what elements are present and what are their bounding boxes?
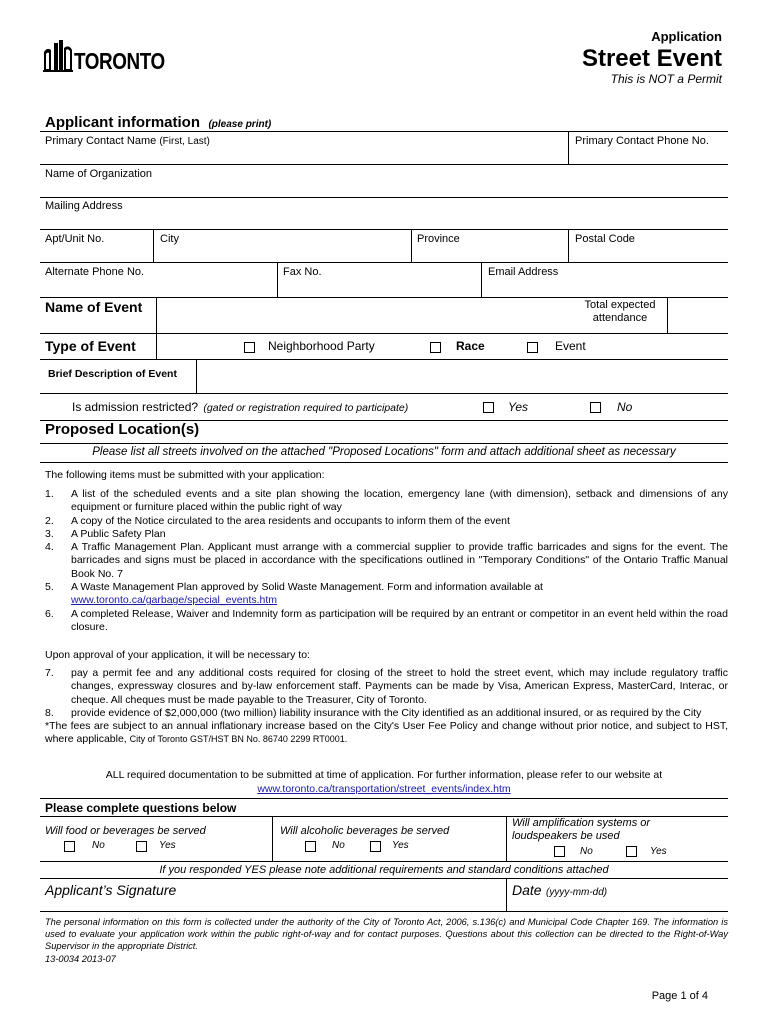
apt-label: Apt/Unit No. xyxy=(45,233,105,245)
requirement-item xyxy=(45,528,728,541)
contact-name-field[interactable] xyxy=(40,149,566,163)
city-field[interactable] xyxy=(155,247,410,261)
contact-name-label xyxy=(45,135,210,147)
amplification-yes-label: Yes xyxy=(650,846,667,857)
requirement-item xyxy=(45,541,728,581)
application-label: Application xyxy=(651,29,722,44)
type-race-label: Race xyxy=(456,339,485,353)
locations-heading: Proposed Location(s) xyxy=(45,421,200,438)
food-question-label: Will food or beverages be served xyxy=(45,825,206,837)
contact-phone-field[interactable] xyxy=(570,149,728,163)
attendance-label xyxy=(580,299,660,325)
requirement-number: 6. xyxy=(45,607,54,620)
signature-label: Applicant’s Signature xyxy=(45,882,177,898)
approval-list xyxy=(45,667,728,747)
requirement-number: 1. xyxy=(45,488,54,500)
brief-description-label: Brief Description of Event xyxy=(48,368,177,380)
alcohol-no-label: No xyxy=(332,840,345,851)
postal-code-field[interactable] xyxy=(570,247,728,261)
applicant-heading-text: Applicant information xyxy=(45,114,200,131)
amplification-yes-checkbox[interactable] xyxy=(626,846,637,857)
city-hall-icon xyxy=(43,38,73,72)
requirement-text: A completed Release, Waiver and Indemnity form as participation will be required by an entrant or competitor in an event held within the road closure. xyxy=(71,607,728,633)
email-label: Email Address xyxy=(488,266,559,278)
applicant-heading xyxy=(45,114,271,132)
admission-no-checkbox[interactable] xyxy=(590,402,601,413)
alcohol-yes-label: Yes xyxy=(392,840,409,851)
requirement-number: 3. xyxy=(45,527,54,540)
type-neighborhood-label: Neighborhood Party xyxy=(268,339,375,353)
admission-no-label: No xyxy=(617,400,633,414)
admission-yes-label: Yes xyxy=(508,400,529,414)
waste-management-link[interactable]: www.toronto.ca/garbage/special_events.htm xyxy=(71,594,278,607)
alcohol-no-checkbox[interactable] xyxy=(305,841,316,852)
fax-label: Fax No. xyxy=(283,266,322,278)
requirement-text: A Traffic Management Plan. Applicant must arrange with a commercial supplier to provide traffic barricades and signs for the event. The barricades and signs must be placed in accordance with the specifications outlined in "Temporary Conditions" of the Ontario Traffic Manual Book No. 7 xyxy=(71,541,728,580)
applicant-heading-note: (please print) xyxy=(208,119,272,130)
toronto-logo xyxy=(43,38,165,74)
website-link[interactable]: www.toronto.ca/transportation/street_events/index.htm xyxy=(257,782,511,795)
amplification-label-line2: loudspeakers be used xyxy=(512,830,620,842)
yes-note: If you responded YES please note additional requirements and standard conditions attached xyxy=(159,864,609,876)
alcohol-question-label: Will alcoholic beverages be served xyxy=(280,825,450,837)
alt-phone-field[interactable] xyxy=(40,280,276,296)
date-label-text: Date xyxy=(512,882,542,898)
not-permit-note: This is NOT a Permit xyxy=(610,72,722,86)
requirement-item xyxy=(45,608,728,635)
all-docs-text: ALL required documentation to be submitted at time of application. For further information, please refer to our website at xyxy=(105,769,663,781)
email-field[interactable] xyxy=(483,280,728,296)
form-title: Street Event xyxy=(581,45,722,72)
event-type-label: Type of Event xyxy=(45,338,136,354)
fees-note-text: *The fees are subject to an annual inflationary increase based on the City's User Fee Policy and change without prior notice, and subject to HST, where applicable, xyxy=(45,720,728,746)
type-neighborhood-checkbox[interactable] xyxy=(244,342,255,353)
all-docs-note xyxy=(40,769,728,796)
food-no-label: No xyxy=(92,840,105,851)
admission-yes-checkbox[interactable] xyxy=(483,402,494,413)
type-race-checkbox[interactable] xyxy=(430,342,441,353)
province-field[interactable] xyxy=(413,247,567,261)
approval-text: pay a permit fee and any additional costs required for closing of the street to hold the street event, which may include regulatory traffic changes, expressway closures and by-law enforcement staff. Payments can be made by Visa, American Express, MasterCard, Interac, or cheque. All cheques must be made payable to the Treasurer, City of Toronto. xyxy=(71,667,728,706)
page-number: Page 1 of 4 xyxy=(651,990,708,1002)
approval-text: provide evidence of $2,000,000 (two million) liability insurance with the City identified as an additional insured, or as required by the City xyxy=(71,706,702,719)
food-yes-label: Yes xyxy=(159,840,176,851)
admission-question-text: Is admission restricted? xyxy=(72,400,199,414)
amplification-label-line1: Will amplification systems or xyxy=(512,817,651,829)
food-no-checkbox[interactable] xyxy=(64,841,75,852)
alt-phone-label: Alternate Phone No. xyxy=(45,266,145,278)
form-number: 13-0034 2013-07 xyxy=(45,954,116,964)
city-label: City xyxy=(160,233,179,245)
mailing-address-label: Mailing Address xyxy=(45,200,123,212)
requirements-intro: The following items must be submitted with your application: xyxy=(45,469,325,481)
requirement-number: 5. xyxy=(45,581,54,594)
questions-heading: Please complete questions below xyxy=(45,801,237,815)
approval-intro: Upon approval of your application, it will be necessary to: xyxy=(45,649,310,661)
contact-name-label-text: Primary Contact Name xyxy=(45,135,157,147)
approval-number: 8. xyxy=(45,706,54,719)
requirement-item xyxy=(45,488,728,515)
locations-instruction: Please list all streets involved on the attached "Proposed Locations" form and attach additional sheet as necessary xyxy=(92,446,676,458)
requirement-text: A Waste Management Plan approved by Solid Waste Management. Form and information available at xyxy=(71,581,543,594)
requirement-number: 4. xyxy=(45,541,54,554)
approval-item xyxy=(45,667,728,707)
postal-code-label: Postal Code xyxy=(575,233,635,245)
approval-number: 7. xyxy=(45,667,54,679)
event-name-label: Name of Event xyxy=(45,299,143,315)
requirements-list xyxy=(45,488,728,634)
requirement-item xyxy=(45,515,728,528)
type-event-label: Event xyxy=(555,339,586,353)
signature-field[interactable] xyxy=(42,899,502,909)
contact-phone-label: Primary Contact Phone No. xyxy=(575,135,709,147)
amplification-no-checkbox[interactable] xyxy=(554,846,565,857)
attendance-label-line1: Total expected xyxy=(584,299,656,311)
requirement-text: A list of the scheduled events and a site plan showing the location, emergency lane (with dimension), setback and dimensions of any equipment or furniture placed within the public right of way xyxy=(71,488,728,514)
fax-field[interactable] xyxy=(279,280,480,296)
attendance-label-line2: attendance xyxy=(592,312,648,324)
alcohol-yes-checkbox[interactable] xyxy=(370,841,381,852)
admission-note: (gated or registration required to participate) xyxy=(203,402,409,414)
approval-item xyxy=(45,707,728,720)
attendance-field[interactable] xyxy=(669,299,728,331)
province-label: Province xyxy=(417,233,460,245)
amplification-no-label: No xyxy=(580,846,593,857)
mailing-address-field[interactable] xyxy=(40,214,728,228)
logo-wordmark: TORONTO xyxy=(74,48,165,74)
date-field[interactable] xyxy=(508,899,728,909)
requirement-item xyxy=(45,581,728,608)
requirement-number: 2. xyxy=(45,514,54,527)
privacy-notice: The personal information on this form is collected under the authority of the City of Toronto Act, 2006, s.136(c) and Municipal Code Chapter 169. The information is used to evaluate your application work within the public right-of-way and for contact purposes. Questions about this collection can be directed to the Right-of-Way Supervisor in the appropriate District. xyxy=(45,917,728,951)
type-event-checkbox[interactable] xyxy=(527,342,538,353)
food-yes-checkbox[interactable] xyxy=(136,841,147,852)
gst-note: City of Toronto GST/HST BN No. 86740 2299 RT0001. xyxy=(129,734,348,745)
date-format: (yyyy-mm-dd) xyxy=(546,887,608,898)
date-label xyxy=(512,882,607,900)
apt-field[interactable] xyxy=(40,247,152,261)
brief-description-field[interactable] xyxy=(198,361,728,392)
admission-question xyxy=(72,400,408,414)
fees-note xyxy=(45,720,728,747)
organization-label: Name of Organization xyxy=(45,168,152,180)
requirement-text: A copy of the Notice circulated to the area residents and occupants to inform them of the event xyxy=(71,514,510,527)
requirement-text: A Public Safety Plan xyxy=(71,527,166,540)
amplification-question-label xyxy=(512,817,650,843)
contact-name-note: (First, Last) xyxy=(159,136,210,147)
organization-field[interactable] xyxy=(40,182,728,196)
